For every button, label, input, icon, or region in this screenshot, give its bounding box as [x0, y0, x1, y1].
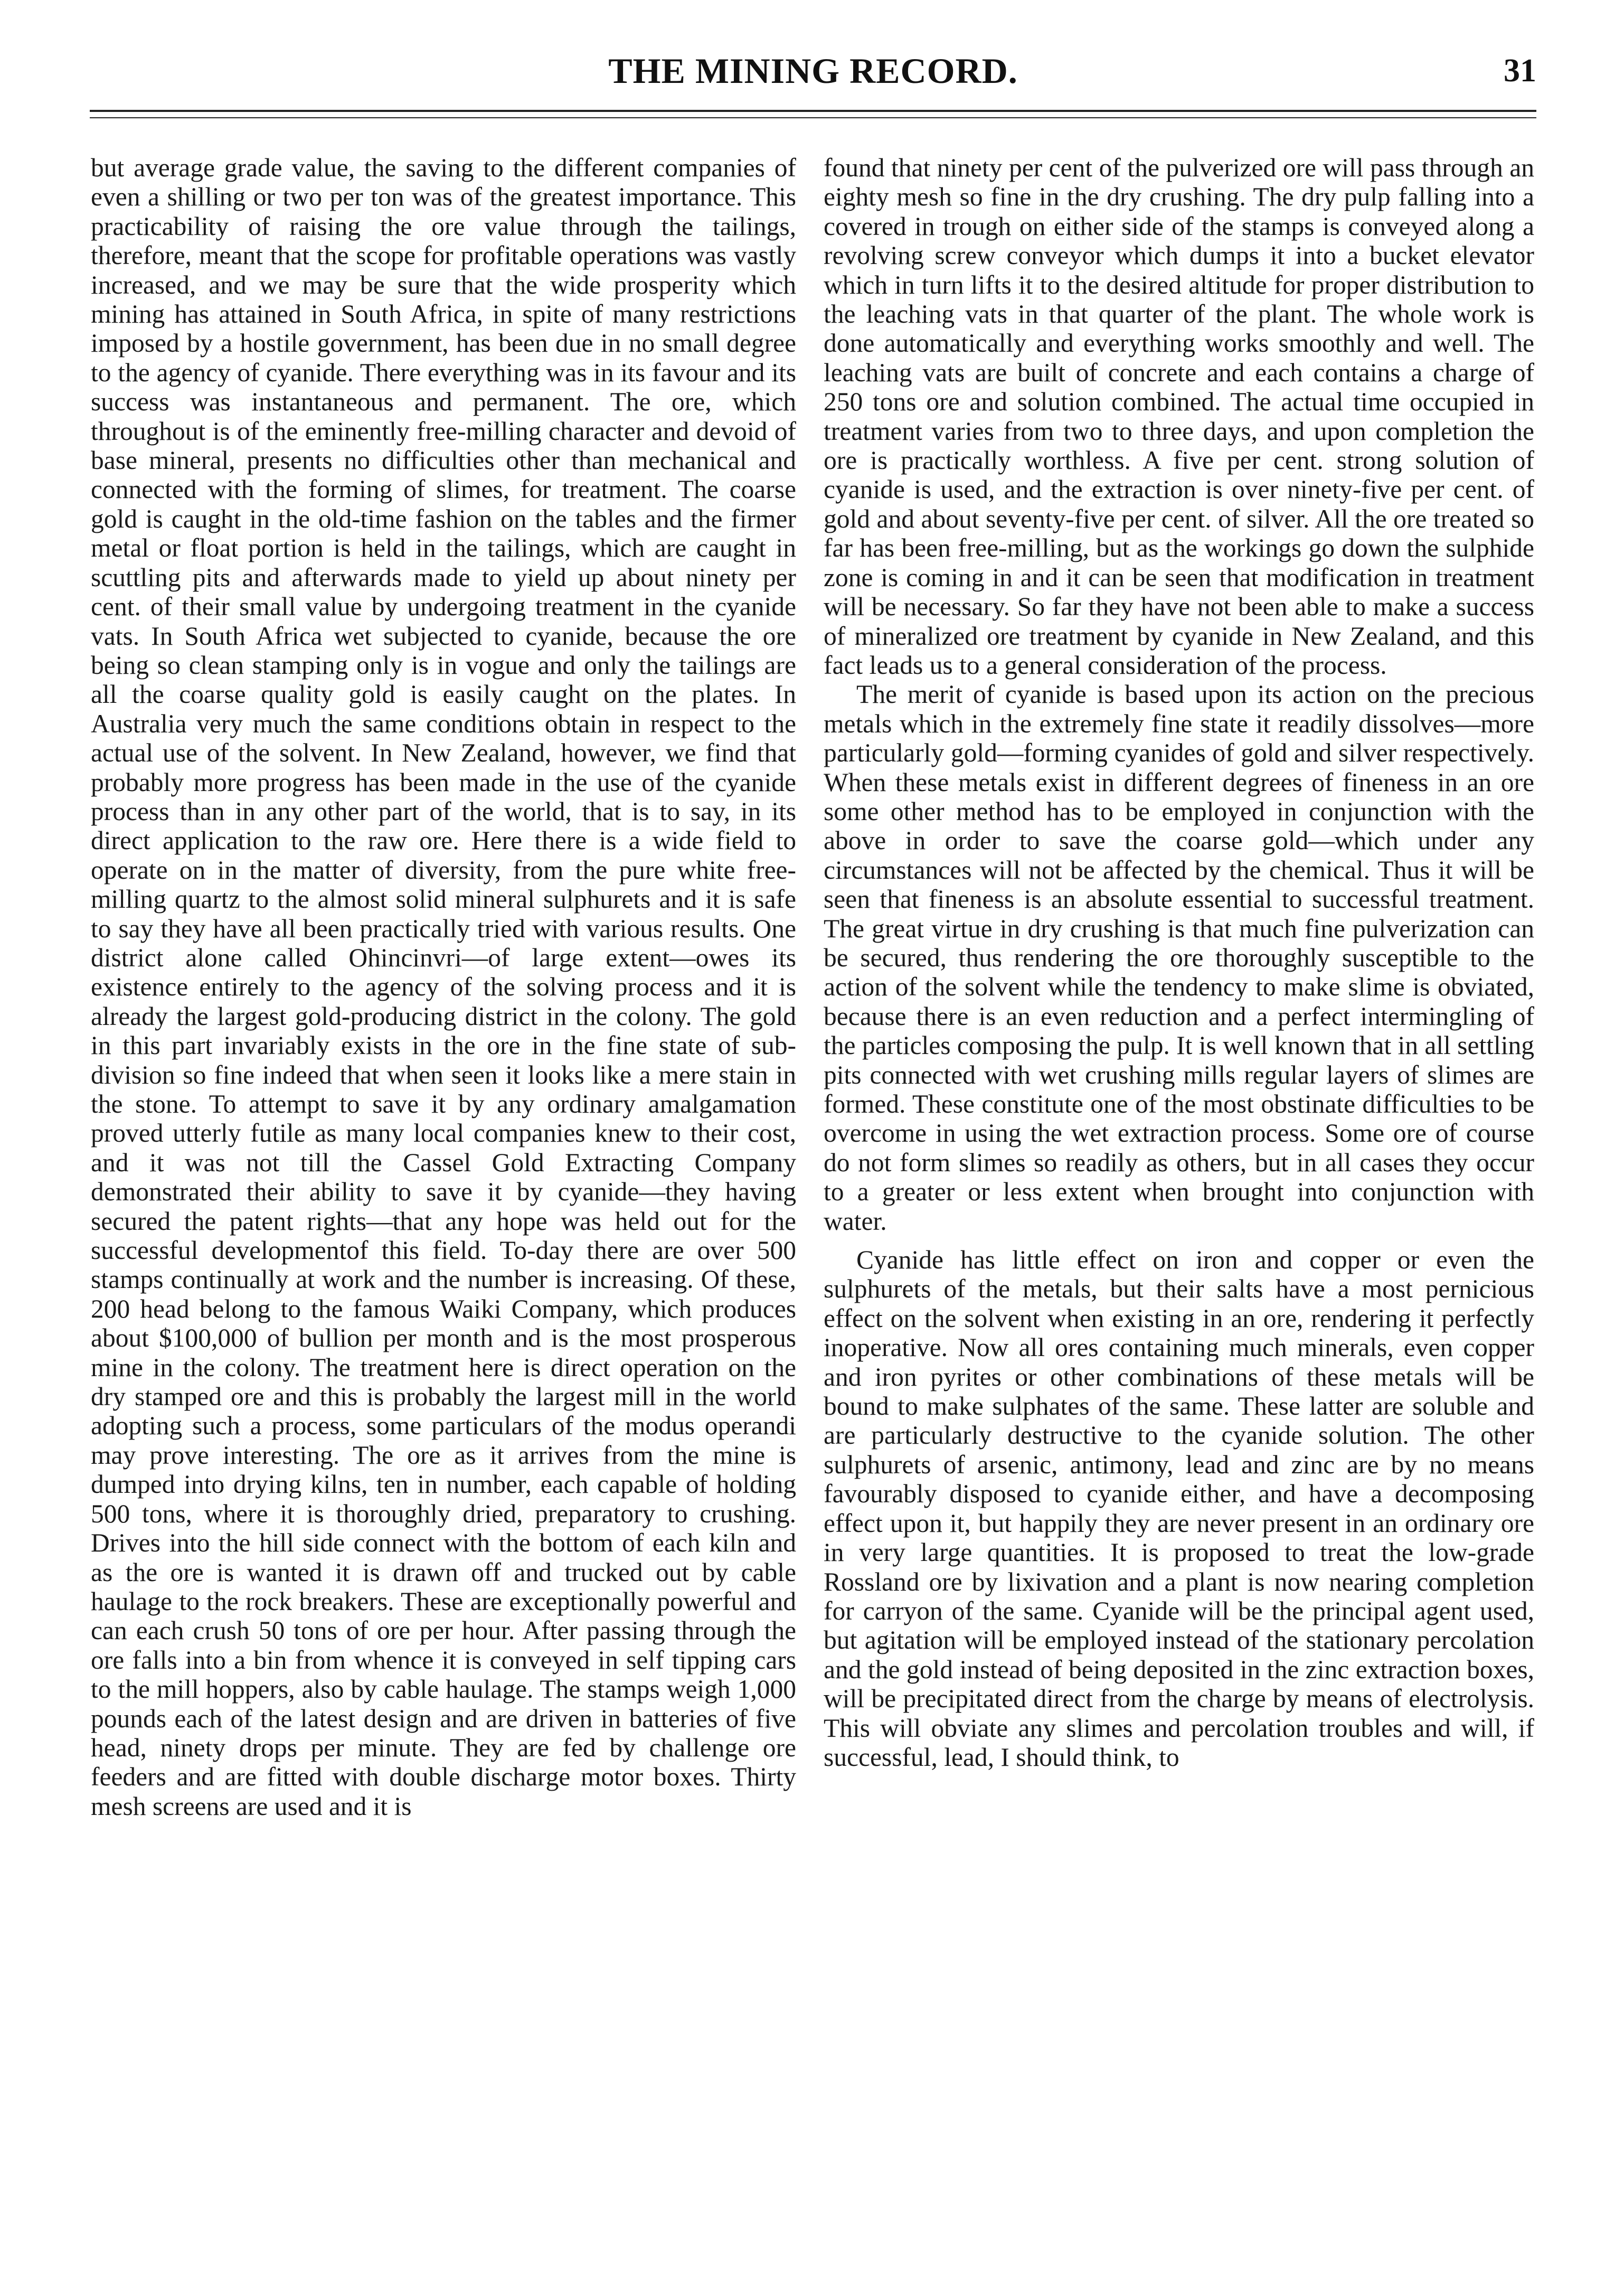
page-number: 31	[1504, 53, 1536, 89]
left-column	[91, 153, 796, 2213]
page-header	[90, 50, 1536, 108]
left-paragraph-1: but average grade value, the saving to the different companies of even a shilling or two per ton was of the greatest importance. This practicability of raising the ore value through the tailings, therefore, meant that the scope for profitable operations was vastly increased, and we may be sure that the wide prosperity which mining has attained in South Africa, in spite of many restrictions imposed by a hostile government, has been due in no small degree to the agency of cyanide. There everything was in its favour and its success was instantaneous and permanent. The ore, which throughout is of the eminently free-milling character and devoid of base mineral, presents no difficulties other than mechanical and connected with the forming of slimes, for treatment. The coarse gold is caught in the old-time fashion on the tables and the firmer metal or float portion is held in the tailings, which are caught in scuttling pits and afterwards made to yield up about ninety per cent. of their small value by undergoing treatment in the cyanide vats. In South Africa wet subjected to cyanide, because the ore being so clean stamping only is in vogue and only the tailings are all the coarse quality gold is easily caught on the plates. In Australia very much the same conditions obtain in respect to the actual use of the solvent. In New Zealand, however, we find that probably more progress has been made in the use of the cyanide process than in any other part of the world, that is to say, in its direct application to the raw ore. Here there is a wide field to operate on in the matter of diversity, from the pure white free-milling quartz to the almost solid mineral sulphurets and it is safe to say they have all been practically tried with various results. One district alone called Ohincinvri—of large extent—owes its existence entirely to the agency of the solving process and it is already the largest gold-producing district in the colony. The gold in this part invariably exists in the ore in the fine state of sub-division so fine indeed that when seen it looks like a mere stain in the stone. To attempt to save it by any ordinary amalgamation proved utterly futile as many local companies knew to their cost, and it was not till the Cassel Gold Extracting Company demonstrated their ability to save it by cyanide—they having secured the patent rights—that any hope was held out for the successful developmentof this field. To-day there are over 500 stamps continually at work and the number is increasing. Of these, 200 head belong to the famous Waiki Company, which produces about $100,000 of bullion per month and is the most prosperous mine in the colony. The treatment here is direct operation on the dry stamped ore and this is probably the largest mill in the world adopting such a process, some particulars of the modus operandi may prove interesting. The ore as it arrives from the mine is dumped into drying kilns, ten in number, each capable of holding 500 tons, where it is thoroughly dried, preparatory to crushing. Drives into the hill side connect with the bottom of each kiln and as the ore is wanted it is drawn off and trucked out by cable haulage to the rock breakers. These are exceptionally powerful and can each crush 50 tons of ore per hour. After passing through the ore falls into a bin from whence it is conveyed in self tipping cars to the mill hoppers, also by cable haulage. The stamps weigh 1,000 pounds each of the latest design and are driven in batteries of five head, ninety drops per minute. They are fed by challenge ore feeders and are fitted with double discharge motor boxes. Thirty mesh screens are used and it is	[91, 153, 796, 1821]
right-paragraph-1: found that ninety per cent of the pulverized ore will pass through an eighty mesh so fine in the dry crushing. The dry pulp falling into a covered in trough on either side of the stamps is conveyed along a revolving screw conveyor which dumps it into a bucket elevator which in turn lifts it to the desired altitude for proper distribution to the leaching vats in that quarter of the plant. The whole work is done automatically and everything works smoothly and well. The leaching vats are built of concrete and each contains a charge of 250 tons ore and solution combined. The actual time occupied in treatment varies from two to three days, and upon completion the ore is practically worthless. A five per cent. strong solution of cyanide is used, and the extraction is over ninety-five per cent. of gold and about seventy-five per cent. of silver. All the ore treated so far has been free-milling, but as the workings go down the sulphide zone is coming in and it can be seen that modification in treatment will be necessary. So far they have not been able to make a success of mineralized ore treatment by cyanide in New Zealand, and this fact leads us to a general consideration of the process.	[824, 153, 1534, 680]
right-paragraph-2: The merit of cyanide is based upon its action on the precious metals which in the extremely fine state it readily dissolves—more particularly gold—forming cyanides of gold and silver respectively. When these metals exist in different degrees of fineness in an ore some other method has to be employed in conjunction with the above in order to save the coarse gold—which under any circumstances will not be affected by the chemical. Thus it will be seen that fineness is an absolute essential to successful treatment. The great virtue in dry crushing is that much fine pulverization can be secured, thus rendering the ore thoroughly susceptible to the action of the solvent while the tendency to make slime is obviated, because there is an even reduction and a perfect intermingling of the particles composing the pulp. It is well known that in all settling pits connected with wet crushing mills regular layers of slimes are formed. These constitute one of the most obstinate difficulties to be overcome in using the wet extraction process. Some ore of course do not form slimes so readily as others, but in all cases they occur to a greater or less extent when brought into conjunction with water.	[824, 680, 1534, 1236]
running-title: THE MINING RECORD.	[608, 51, 1018, 91]
header-rule-thick	[90, 110, 1536, 112]
right-column	[824, 153, 1534, 2213]
header-rule-thin	[90, 117, 1536, 118]
right-paragraph-3: Cyanide has little effect on iron and copper or even the sulphurets of the metals, but their salts have a most pernicious effect on the solvent when existing in an ore, rendering it perfectly inoperative. Now all ores containing much minerals, even copper and iron pyrites or other combinations of these metals will be bound to make sulphates of the same. These latter are soluble and are particularly destructive to the cyanide solution. The other sulphurets of arsenic, antimony, lead and zinc are by no means favourably disposed to cyanide either, and have a decomposing effect upon it, but happily they are never present in an ordinary ore in very large quantities. It is proposed to treat the low-grade Rossland ore by lixivation and a plant is now nearing completion for carryon of the same. Cyanide will be the principal agent used, but agitation will be employed instead of the stationary percolation and the gold instead of being deposited in the zinc extraction boxes, will be precipitated direct from the charge by means of electrolysis. This will obviate any slimes and percolation troubles and will, if successful, lead, I should think, to	[824, 1245, 1534, 1772]
